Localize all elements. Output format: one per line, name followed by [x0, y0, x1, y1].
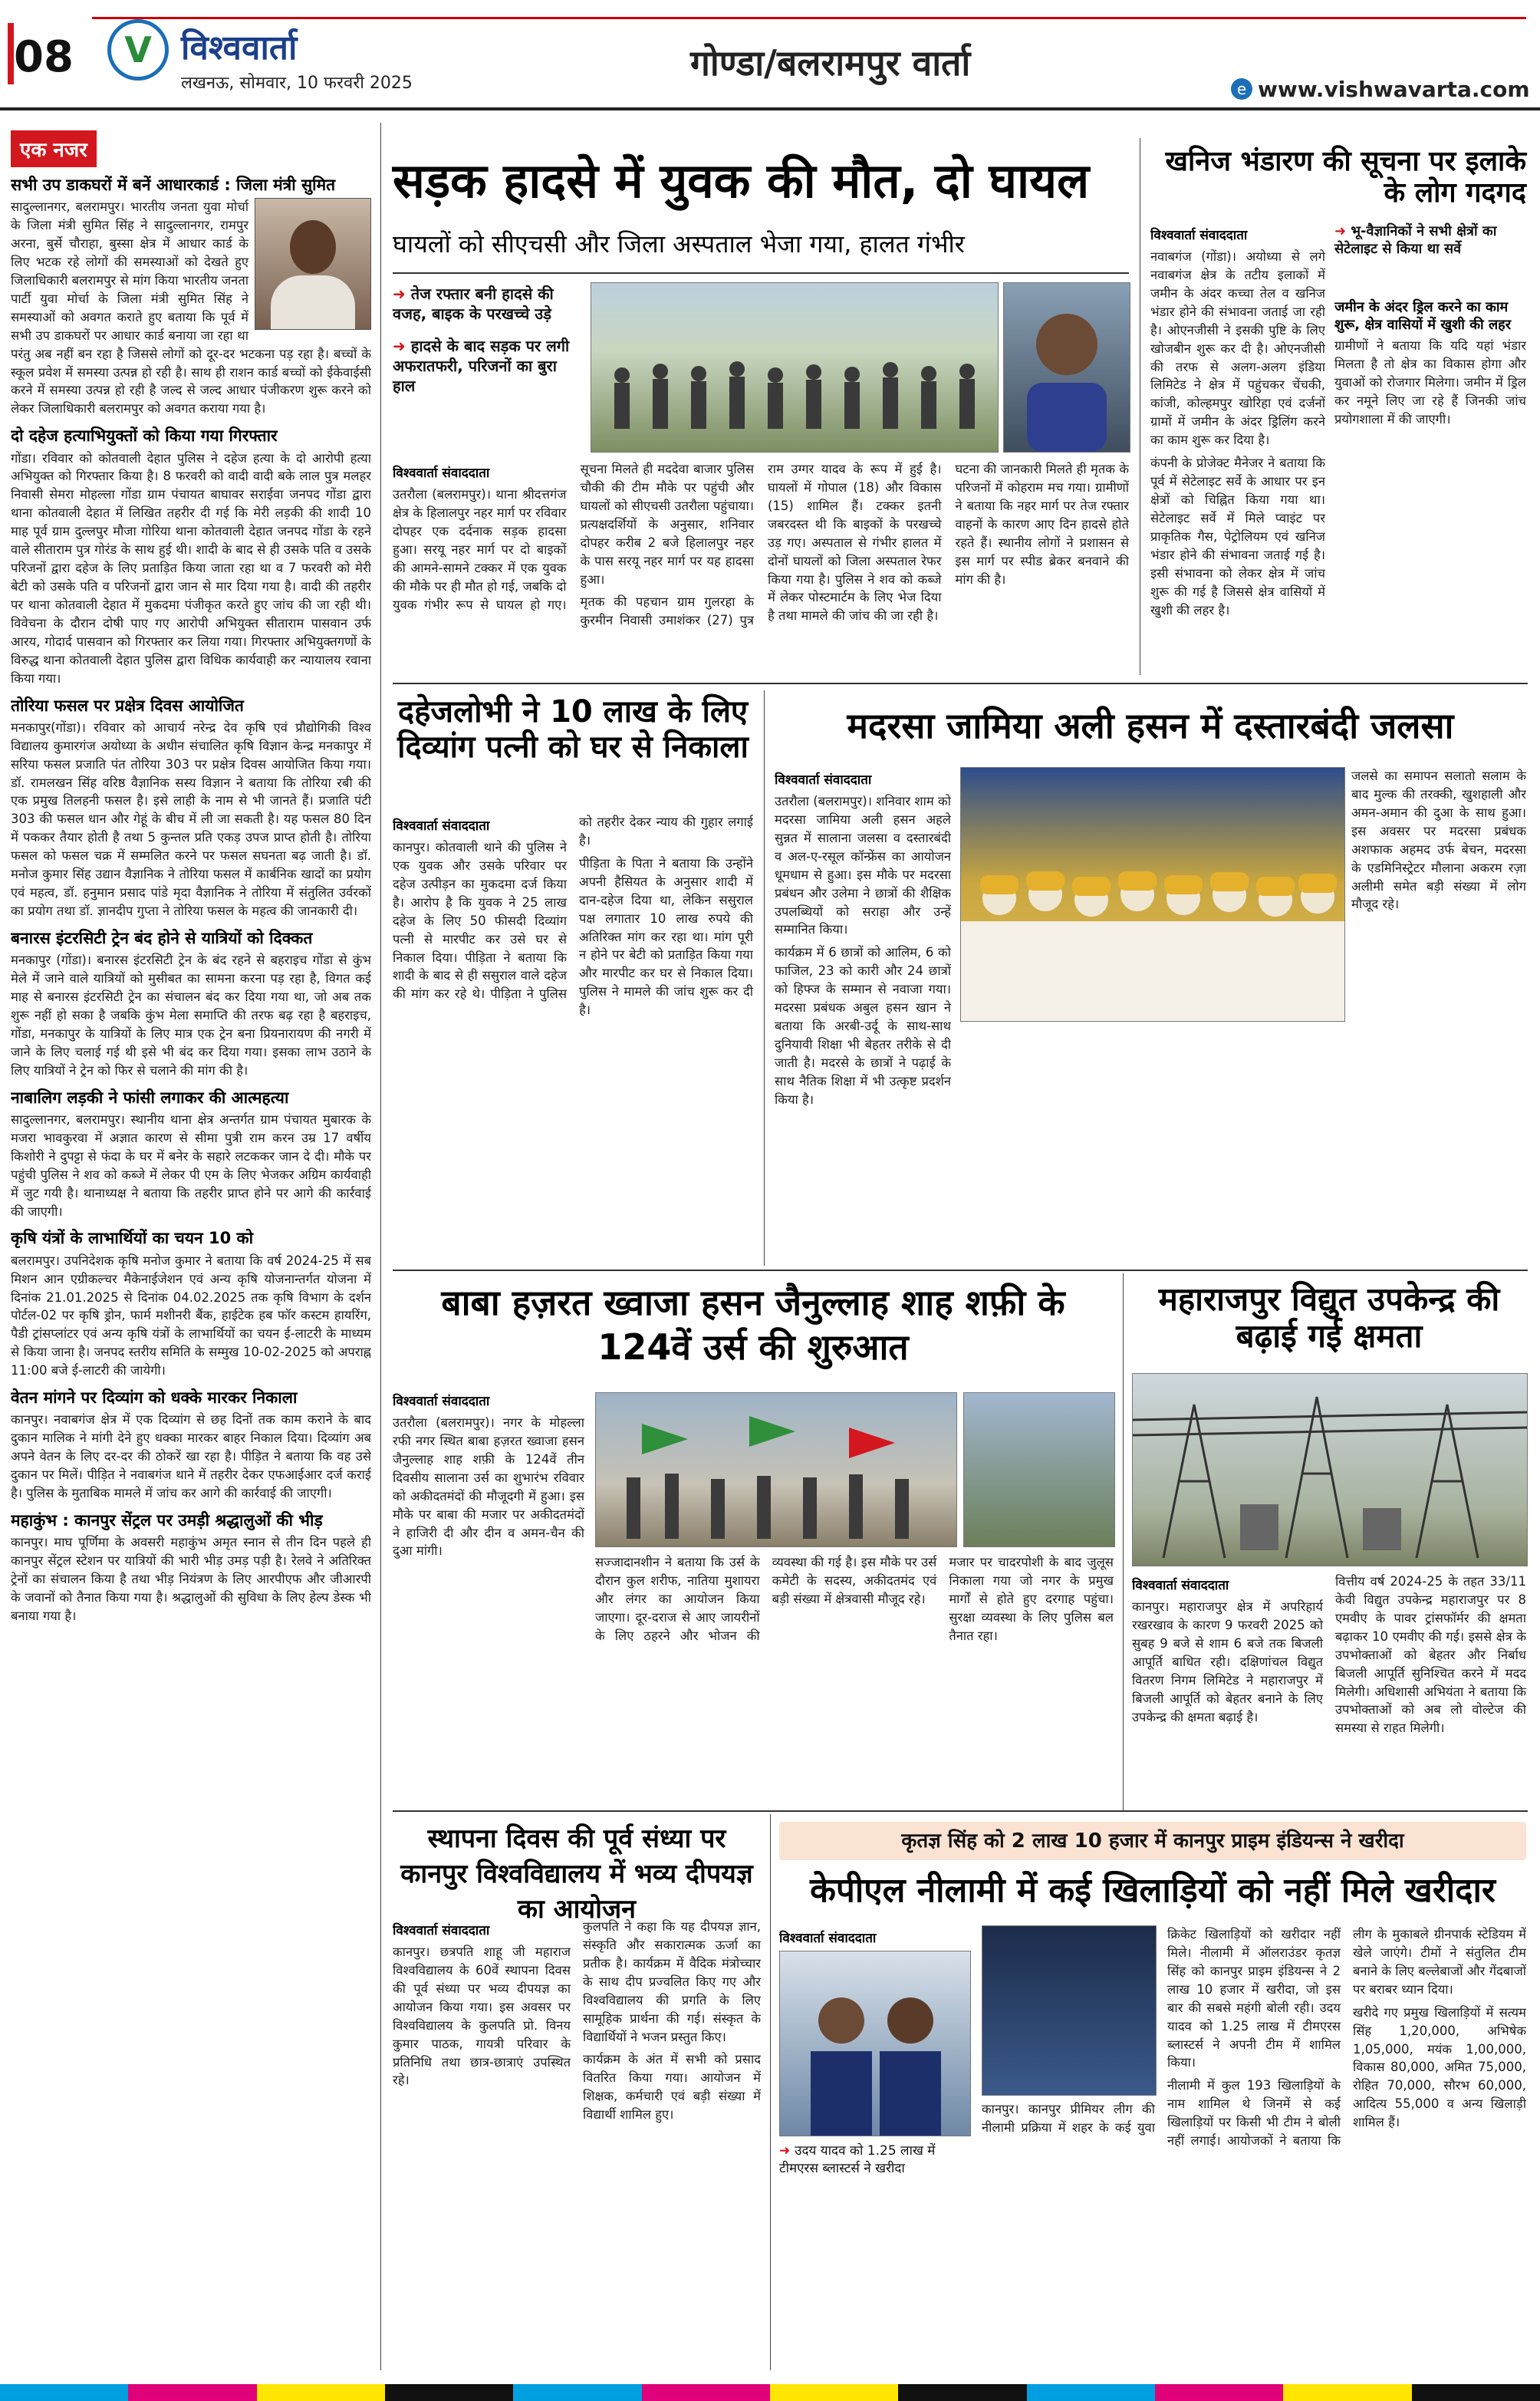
sidebar-item-body: बलरामपुर। उपनिदेशक कृषि मनोज कुमार ने बताया कि वर्ष 2024-25 में सब मिशन आन एग्रीकल्चर मैकेनाईजेशन एवं अन्य कृषि योजनान्तर्गत योजना में दिनांक 21.01.2025 से दिनांक 04.02.2025 तक कृषि विभाग के दर्शन पोर्टल-02 पर कृषि ड्रोन, फार्म मशीनरी बैंक, हाईटेक हब फॉर कस्टम हायरिंग, पैडी ट्रांसप्लांटर एवं अन्य कृषि यंत्रों के लाभार्थियों का चयन ई-लाटरी के माध्यम से किया जाना है। जनपद स्तरीय समिति के सम्मुख 10-02-2025 को अपराह्न 11:00 बजे ई-लाटरी की जायेगी।: [11, 1253, 371, 1378]
website-link[interactable]: www.vishwavarta.com: [1258, 77, 1530, 102]
mineral-byline: विश्ववार्ता संवाददाता: [1150, 228, 1248, 243]
ipl-kicker: कृतज्ञ सिंह को 2 लाख 10 हजार में कानपुर प्राइम इंडियन्स ने खरीदा: [901, 1830, 1404, 1853]
sidebar-item: [11, 928, 371, 1080]
madrasa-paragraph: कार्यक्रम में 6 छात्रों को आलिम, 6 को फाजिल, 23 को कारी और 24 छात्रों को हिफ्ज के सम्मान से नवाजा गया। मदरसा प्रबंधक अबुल हसन खान ने बताया कि अरबी-उर्दू के साथ-साथ दुनियावी शिक्षा भी बेहतर तरीके से दी जाती है। मदरसे के छात्रों ने पढ़ाई के साथ नैतिक शिक्षा में भी उत्कृष्ट प्रदर्शन किया है।: [775, 945, 951, 1107]
madrasa-byline: विश्ववार्ता संवाददाता: [775, 772, 872, 788]
lead-photo-victim: [1003, 282, 1130, 453]
column-divider: [764, 690, 765, 1266]
madrasa-paragraph: जलसे का समापन सलातो सलाम के बाद मुल्क की तरक्की, खुशहाली और अमन-अमान की दुआ के साथ हुआ। इस अवसर पर मदरसा प्रबंधक अशफाक अहमद उर्फ बेचन, मदरसा के एडमिनिस्ट्रेटर मौलाना अकरम रज़ा अलीमी समेत बड़ी संख्या में लोग मौजूद रहे।: [1351, 769, 1526, 912]
mineral-bullet-text: भू-वैज्ञानिकों ने सभी क्षेत्रों का सेटेलाइट से किया था सर्वे: [1334, 223, 1497, 258]
power-headline: महाराजपुर विद्युत उपकेन्द्र की बढ़ाई गई क्षमता: [1158, 1280, 1500, 1355]
lead-bullet-text: तेज रफ्तार बनी हादसे की वजह, बाइक के परखच्चे उड़े: [393, 285, 554, 323]
brand-name: विश्ववार्ता: [181, 28, 298, 68]
ipl-byline: विश्ववार्ता संवाददाता: [779, 1931, 877, 1946]
sidebar-item-title: दो दहेज हत्याभियुक्तों को किया गया गिरफ्तार: [11, 427, 278, 446]
lead-body: [393, 460, 1129, 675]
urs-headline: बाबा हज़रत ख्वाजा हसन जैनुल्लाह शाह शफ़ी के 124वें उर्स की शुरुआत: [441, 1282, 1065, 1368]
lead-subheadline: घायलों को सीएचसी और जिला अस्पताल भेजा गया, हालत गंभीर: [393, 229, 965, 259]
lead-paragraph: घटना की जानकारी मिलते ही मृतक के परिजनों में कोहराम मच गया। ग्रामीणों ने बताया कि नहर मार्ग पर तेज रफ्तार वाहनों के कारण आए दिन हादसे होते रहते हैं। स्थानीय लोगों ने प्रशासन से इस मार्ग पर स्पीड ब्रेकर बनवाने की मांग की है।: [955, 462, 1129, 587]
lead-rule: [393, 272, 1129, 274]
sidebar-item-title: नाबालिग लड़की ने फांसी लगाकर की आत्महत्या: [11, 1088, 289, 1107]
page-number-bar: [8, 23, 14, 84]
sidebar-item-body: कानपुर। नवाबगंज क्षेत्र में एक दिव्यांग से छह दिनों तक काम कराने के बाद दुकान मालिक ने मांगी देने हुए धक्का मारकर बाहर निकाल दिया। दिव्यांग अब अपने वेतन के लिए दर-दर की ठोकरें खा रहा है। पीड़ित ने बताया कि वह उसे दुकान पर मिलें। पीड़ित ने नवाबगंज थाने में तहरीर देकर एफआईआर दर्ज कराई है। पुलिस के मुताबिक मामले में जांच कर आगे की कार्रवाई की जाएगी।: [11, 1412, 371, 1501]
sidebar-item: [11, 1228, 371, 1380]
sidebar-item: [11, 426, 371, 687]
urs-photo: [595, 1392, 957, 1547]
diya-paragraph: कुलपति ने कहा कि यह दीपयज्ञ ज्ञान, संस्कृति और सकारात्मक ऊर्जा का प्रतीक है। कार्यक्रम में वैदिक मंत्रोच्चार के साथ दीप प्रज्वलित किए गए और विश्वविद्यालय की प्रगति के लिए सामूहिक प्रार्थना की गई। संस्कृत के विद्यार्थियों ने भजन प्रस्तुत किए।: [583, 1919, 761, 2044]
diya-paragraph: कार्यक्रम के अंत में सभी को प्रसाद वितरित किया गया। आयोजन में शिक्षक, कर्मचारी एवं बड़ी संख्या में विद्यार्थी शामिल हुए।: [583, 2052, 761, 2123]
masthead: [0, 0, 1540, 110]
ipl-photo-caption: [779, 2141, 971, 2176]
arrow-icon: ➜: [1334, 223, 1351, 239]
substation-illustration: [1133, 1374, 1527, 1566]
dateline: लखनऊ, सोमवार, 10 फरवरी 2025: [181, 74, 413, 93]
sidebar-item: [11, 175, 371, 418]
power-substation-photo: [1132, 1373, 1528, 1566]
diya-byline: विश्ववार्ता संवाददाता: [393, 1923, 490, 1938]
sidebar-item-title: सभी उप डाकघरों में बनें आधारकार्ड : जिला मंत्री सुमित: [11, 176, 336, 194]
mineral-body: [1150, 222, 1325, 675]
section-rule: [393, 1270, 1528, 1271]
sidebar-item-body: सादुल्लानगर, बलरामपुर। स्थानीय थाना क्षेत्र अन्तर्गत ग्राम पंचायत मुबारक के मजरा भावकुरवा में अज्ञात कारण से सीमा पुत्री राम करन उम्र 17 वर्षीय किशोरी ने दुपट्टा से फंदा के घर में बनेर के सहारे लटककर जान दे दी। मौके पर पहुंची पुलिस ने शव को कब्जे में लेकर पी एम के लिए भेजकर अग्रिम कार्यवाही में जुट गयी है। थानाध्यक्ष ने बताया कि तहरीर प्राप्त होने पर आगे की कार्रवाई की जाएगी।: [11, 1112, 371, 1219]
sidebar-item-title: महाकुंभ : कानपुर सेंट्रल पर उमड़ी श्रद्धालुओं की भीड़: [11, 1510, 323, 1530]
group-photo-illustration: [961, 768, 1344, 1021]
mineral-subhead: जमीन के अंदर ड्रिल करने का काम शुरू, क्षेत्र वासियों में खुशी की लहर: [1334, 299, 1512, 333]
dowry-body: [393, 813, 753, 1266]
diya-headline: स्थापना दिवस की पूर्व संध्या पर कानपुर विश्वविद्यालय में भव्य दीपयज्ञ का आयोजन: [400, 1823, 753, 1925]
power-byline: विश्ववार्ता संवाददाता: [1132, 1578, 1229, 1593]
ipl-paragraph: कानपुर। कानपुर प्रीमियर लीग की नीलामी प्रक्रिया में शहर के कई युवा क्रिकेट खिलाड़ियों को खरीदार नहीं मिले। नीलामी में ऑलराउंडर कृतज्ञ सिंह को कानपुर प्राइम इंडियन्स ने 2 लाख 10 हजार में खरीदा, जो इस बार की सबसे महंगी बोली रही। उदय यादव को 1.25 लाख में टीमएरस ब्लास्टर्स ने अपनी टीम में शामिल किया।: [982, 1927, 1341, 2135]
lead-bullet: [393, 284, 577, 324]
urs-paragraph: मजार पर चादरपोशी के बाद जुलूस निकाला गया जो नगर के प्रमुख मार्गों से होते हुए दरगाह पहुंचा। सुरक्षा व्यवस्था के लिए पुलिस बल तैनात रहा।: [949, 1555, 1114, 1643]
power-paragraph: कानपुर। महाराजपुर क्षेत्र में अपरिहार्य रखरखाव के कारण 9 फरवरी 2025 को सुबह 9 बजे से शाम 6 बजे तक बिजली आपूर्ति बाधित रही। दक्षिणांचल विद्युत वितरण निगम लिमिटेड ने महाराजपुर में बिजली आपूर्ति को बेहतर बनाने के लिए उपकेन्द्र की क्षमता बढ़ाई है।: [1132, 1599, 1323, 1724]
sidebar-briefs: [11, 130, 371, 2370]
urs-body-left: [393, 1388, 584, 1803]
top-rule: [92, 17, 1526, 19]
column-divider: [770, 1814, 771, 2370]
ipl-caption-text: उदय यादव को 1.25 लाख में टीमएरस ब्लास्टर्स ने खरीदा: [779, 2143, 936, 2176]
column-divider: [1123, 1273, 1124, 1810]
column-divider: [380, 123, 381, 2370]
section-rule: [393, 683, 1528, 684]
power-body: [1132, 1573, 1526, 1803]
ipl-auction-photo: [982, 1925, 1157, 2096]
urs-body-right: [595, 1553, 1114, 1807]
ipl-photo: [779, 1951, 971, 2136]
madrasa-paragraph: उतरौला (बलरामपुर)। शनिवार शाम को मदरसा जामिया अली हसन अहले सुन्नत में सालाना जलसा व दस्तारबंदी व अल-ए-रसूल कॉन्फ्रेंस का आयोजन धूमधाम से हुआ। इस मौके पर मदरसा प्रबंधन और उलेमा ने छात्रों की शैक्षिक उपलब्धियों को सराहा और उन्हें सम्मानित किया।: [775, 794, 951, 937]
sidebar-item-body: मनकापुर (गोंडा)। बनारस इंटरसिटी ट्रेन के बंद रहने से बहराइच गोंडा से कुंभ मेले में जाने वाले यात्रियों को मुसीबत का सामना करना पड़ रहा है, विगत कई माह से बनारस इंटरसिटी ट्रेन का संचालन बंद कर दिया गया था, जो अब तक शुरू नहीं हो सका है जबकि कुंभ मेला समाप्ति की तरफ बढ़ रहा है बहराइच, गोंडा, मनकापुर के यात्रियों के लिए मात्र एक ट्रेन बना प्रियनारायण की नगरी में जाने के लिए चलाई गई थी इसे भी बंद कर दिया गया। इसका लाभ उठाने के लिए यात्रियों ने ट्रेन को फिर से चलाने की मांग की है।: [11, 953, 371, 1078]
madrasa-photo: [960, 767, 1345, 1022]
urs-byline: विश्ववार्ता संवाददाता: [393, 1394, 490, 1409]
ipl-body-left: [779, 1925, 971, 2370]
mineral-paragraph: नवाबगंज (गोंडा)। अयोध्या से लगे नवाबगंज क्षेत्र के तटीय इलाकों में जमीन के अंदर कच्चा तेल व खनिज भंडार होने की संभावना जताई जा रही है। ओएनजीसी ने इसकी पुष्टि के लिए खोजबीन शुरू कर दी है। ओएनजीसी की तरफ से अलग-अलग इंडिया लिमिटेड ने क्षेत्र में पहुंचकर चेंचकी, कांजी, कोल्हमपुर खोरिहा एवं दर्जनों ग्रामों में जमीन के अंदर ड्रिलिंग करने का काम शुरू कर दिया है।: [1150, 249, 1325, 448]
urs-paragraph: उतरौला (बलरामपुर)। नगर के मोहल्ला रफी नगर स्थित बाबा हज़रत ख्वाजा हसन जैनुल्लाह शाह शफ़ी के 124वें तीन दिवसीय सालाना उर्स का शुभारंभ रविवार को अकीदतमंदों की मौजूदगी में हुआ। इस मौके पर बाबा की मजार पर अकीदतमंदों ने हाजिरी दी और दीन व अमन-चैन की दुआ मांगी।: [393, 1415, 584, 1559]
brand-logo: V: [107, 19, 169, 81]
mineral-headline: खनिज भंडारण की सूचना पर इलाके के लोग गदगद: [1165, 146, 1526, 209]
arrow-icon: ➜: [393, 337, 411, 355]
diya-body: [393, 1918, 761, 2370]
lead-bullets: [393, 284, 577, 396]
diya-paragraph: कानपुर। छत्रपति शाहू जी महाराज विश्वविद्यालय के 60वें स्थापना दिवस की पूर्व संध्या पर भव्य दीपयज्ञ का आयोजन किया गया। इस अवसर पर विश्वविद्यालय के कुलपति प्रो. विनय कुमार पाठक, गायत्री परिवार के प्रतिनिधि तथा छात्र-छात्राएं उपस्थित रहे।: [393, 1945, 571, 2088]
sidebar-item-body: कानपुर। माघ पूर्णिमा के अवसरी महाकुंभ अमृत स्नान से तीन दिन पहले ही कानपुर सेंट्रल स्टेशन पर यात्रियों की भारी भीड़ उमड़ पड़ी है। रेलवे ने अतिरिक्त ट्रेनों का संचालन किया है तथा भीड़ नियंत्रण के लिए आरपीएफ और जीआरपी के जवानों को तैनात किया गया है। श्रद्धालुओं की सुविधा के लिए हेल्प डेस्क भी बनाया गया है।: [11, 1535, 371, 1623]
madrasa-headline: मदरसा जामिया अली हसन में दस्तारबंदी जलसा: [847, 705, 1454, 746]
person-photo: [255, 198, 371, 330]
sidebar-item: [11, 1510, 371, 1625]
power-paragraph: वित्तीय वर्ष 2024-25 के तहत 33/11 केवी विद्युत उपकेन्द्र महाराजपुर पर 8 एमवीए के पावर ट्रांसफॉर्मर की क्षमता बढ़ाकर 10 एमवीए की गई। इससे क्षेत्र के उपभोक्ताओं को बेहतर और निर्बाध बिजली आपूर्ति सुनिश्चित करने में मदद मिलेगी। अधिशासी अभियंता ने बताया कि उपभोक्ताओं को अब लो वोल्टेज की समस्या से राहत मिलेगी।: [1335, 1574, 1526, 1736]
sidebar-item: [11, 1088, 371, 1221]
dowry-paragraph: पीड़िता के पिता ने बताया कि उन्होंने अपनी हैसियत के अनुसार शादी में दान-दहेज दिया था, लेकिन ससुराल पक्ष लगातार 10 लाख रुपये की अतिरिक्त मांग कर रहा था। मांग पूरी न होने पर बेटी को प्रताड़ित किया गया और मारपीट कर घर से निकाल दिया। पुलिस ने मामले की जांच शुरू कर दी है।: [579, 855, 753, 1018]
sidebar-item-title: बनारस इंटरसिटी ट्रेन बंद होने से यात्रियों को दिक्कत: [11, 928, 313, 947]
dowry-headline: दहेजलोभी ने 10 लाख के लिए दिव्यांग पत्नी को घर से निकाला: [397, 694, 749, 765]
sidebar-heading: एक नजर: [11, 130, 97, 167]
arrow-icon: ➜: [393, 285, 411, 303]
lead-bullet: [393, 336, 577, 396]
urs-paragraph: सज्जादानशीन ने बताया कि उर्स के दौरान कुल शरीफ, नातिया मुशायरा और लंगर का आयोजन किया जाएगा। दूर-दराज से आए जायरीनों के लिए ठहरने और भोजन की व्यवस्था की गई है। इस मौके पर उर्स कमेटी के सदस्य, अकीदतमंद एवं बड़ी संख्या में क्षेत्रवासी मौजूद रहे।: [595, 1555, 937, 1643]
sidebar-item: [11, 696, 371, 921]
globe-icon: e: [1231, 78, 1252, 100]
ipl-kicker-band: [779, 1822, 1526, 1860]
sidebar-item-body: गोंडा। रविवार को कोतवाली देहात पुलिस ने दहेज हत्या के दो आरोपी हत्या अभियुक्त को गिरफ्तार किया है। 8 फरवरी को वादी वादी बके लाल पुत्र मलहर निवासी सेमरा मोहल्ला गोंडा ग्राम पंचायत बाघावर सराईवा जनपद गोंडा द्वारा थाना कोतवाली देहात में लिखित तहरीर दी गई कि मेरी लड़की की शादी 10 माह पूर्व ग्राम दुल्लपुर मौजा गोरिया थाना कोतवाली देहात जनपद गोंडा के रहने वाले सीताराम पुत्र गोरंड के साथ हुई थी। शादी के बाद से ही उसके पति व उसके परिजनों द्वारा दहेज के लिए प्रताड़ित किया जाता रहा था व 7 फरवरी को मेरी बेटी को उसके पति व परिजनों द्वारा जान से मार दिया गया है। वादी की तहरीर पर थाना कोतवाली देहात में मुकदमा पंजीकृत करते हुए जांच की जा रही थी। विवेचना के दौरान दोषी पाए गए आरोपी अभियुक्त सीताराम पासवान उर्फ आरय, गोदार्द पासवान को गिरफ्तार कर लिया गया। गिरफ्तार अभियुक्तगणों के विरुद्ध थाना कोतवाली देहात पुलिस द्वारा विधिक कार्यवाही कर न्यायालय रवाना किया गया।: [11, 450, 371, 686]
lead-photo-crowd: [591, 282, 999, 453]
lead-byline: विश्ववार्ता संवाददाता: [393, 466, 490, 481]
section-title: गोण्डा/बलरामपुर वार्ता: [690, 42, 971, 84]
arrow-icon: ➜: [779, 2143, 795, 2159]
printer-color-bar: [0, 2384, 1540, 2401]
section-rule: [393, 1810, 1528, 1812]
ipl-body: [982, 1925, 1526, 2370]
ipl-headline: केपीएल नीलामी में कई खिलाड़ियों को नहीं मिले खरीदार: [810, 1871, 1496, 1910]
sidebar-item: [11, 1388, 371, 1503]
lead-paragraph: मृतक की पहचान ग्राम गुलरहा के कुरमीन निवासी उमाशंकर (27) पुत्र राम उग्गर यादव के रूप में हुई है। घायलों में गोपाल (18) और विकास (15) शामिल हैं। टक्कर इतनी जबरदस्त थी कि बाइकों के परखच्चे उड़ गए। अस्पताल से गंभीर हालत में दोनों घायलों को जिला अस्पताल रेफर किया गया है। पुलिस ने शव को कब्जे में लेकर पोस्टमार्टम के लिए भेज दिया है तथा मामले की जांच की जा रही है।: [580, 462, 942, 628]
sidebar-item-title: कृषि यंत्रों के लाभार्थियों का चयन 10 को: [11, 1229, 254, 1248]
lead-headline: सड़क हादसे में युवक की मौत, दो घायल: [393, 153, 1090, 209]
dowry-paragraph: कानपुर। कोतवाली थाने की पुलिस ने एक युवक और उसके परिवार पर दहेज उत्पीड़न का मुकदमा दर्ज किया है। आरोप है कि युवक ने 25 लाख दहेज के लिए 50 फीसदी दिव्यांग पत्नी से मारपीट कर उसे घर से निकाल दिया। पीड़िता ने बताया कि शादी के बाद से ही ससुराल वाले दहेज की मांग कर रहे थे। पीड़िता ने पुलिस को तहरीर देकर न्याय की गुहार लगाई है।: [393, 815, 753, 1002]
mineral-paragraph: कंपनी के प्रोजेक्ट मैनेजर ने बताया कि पूर्व में सेटेलाइट सर्वे के आधार पर इन क्षेत्रों को चिह्नित किया गया था। सेटेलाइट सर्वे में मिले प्वाइंट पर प्राकृतिक गैस, पेट्रोलियम एवं खनिज भंडार होने की संभावना जताई गई है। इसी संभावना को लेकर क्षेत्र में जांच शुरू की गई है जिससे क्षेत्र वासियों में खुशी की लहर है।: [1150, 456, 1325, 618]
procession-illustration: [596, 1393, 956, 1546]
urs-photo-2: [963, 1392, 1115, 1547]
madrasa-body-left: [775, 767, 951, 1266]
sidebar-item-body: सादुल्लानगर, बलरामपुर। भारतीय जनता युवा मोर्चा के जिला मंत्री सुमित सिंह ने सादुल्लानगर, रामपुर अरना, बुर्से चौराहा, बुस्सा क्षेत्र में आधार कार्ड के लिए भटक रहे लोगों की समस्याओं को देखते हुए जिलाधिकारी बलरामपुर से मांग किया भारतीय जनता पार्टी युवा मोर्चा के जिला मंत्री सुमित सिंह ने समस्याओं को अवगत कराते हुए बताया कि पूर्व में सभी उप डाकघरों पर आधार कार्ड बनाया जा रहा था परंतु अब नहीं बन रहा है जिससे लोगों को दूर-दर भटकना पड़ रहा है। बच्चों के स्कूल प्रवेश में समस्या उत्पन्न हो रही है। साथ ही राशन कार्ड बच्चों को ईकेवाईसी करने में समस्या उत्पन्न हो रही है जल्द से जल्द आधार पंजीकरण शुरू करने को लेकर जिलाधिकारी बलरामपुर को अवगत कराया गया है।: [11, 199, 371, 417]
dowry-byline: विश्ववार्ता संवाददाता: [393, 818, 490, 834]
lead-paragraph: उतरौला (बलरामपुर)। थाना श्रीदत्तगंज क्षेत्र के हिलालपुर नहर मार्ग पर रविवार दोपहर एक दर्दनाक सड़क हादसा हुआ। सरयू नहर मार्ग पर दो बाइकों की आमने-सामने टक्कर में एक युवक की मौके पर ही मौत हो गई, जबकि दो युवक गंभीर रूप से घायल हो गए। सूचना मिलते ही मददेवा बाजार पुलिस चौकी की टीम मौके पर पहुंची और घायलों को सीएचसी उतरौला पहुंचाया। प्रत्यक्षदर्शियों के अनुसार, शनिवार दोपहर करीब 2 बजे हिलालपुर नहर के पास सरयू नहर मार्ग पर यह हादसा हुआ।: [393, 462, 754, 612]
page-number: 08: [14, 32, 74, 82]
sidebar-item-title: तोरिया फसल पर प्रक्षेत्र दिवस आयोजित: [11, 696, 244, 715]
ipl-paragraph: नीलामी में कुल 193 खिलाड़ियों के नाम शामिल थे जिनमें से कई खिलाड़ियों पर किसी भी टीम ने बोली नहीं लगाई। आयोजकों ने बताया कि लीग के मुकाबले ग्रीनपार्क स्टेडियम में खेले जाएंगे। टीमों ने संतुलित टीम बनाने के लिए बल्लेबाजों और गेंदबाजों पर बराबर ध्यान दिया।: [1167, 1927, 1526, 2149]
sidebar-item-title: वेतन मांगने पर दिव्यांग को धक्के मारकर निकाला: [11, 1388, 298, 1408]
sidebar-item-body: मनकापुर(गोंडा)। रविवार को आचार्य नरेन्द्र देव कृषि एवं प्रौद्योगिकी विश्व विद्यालय कुमारगंज अयोध्या के अधीन संचालित कृषि विज्ञान केन्द्र मनकापुर में सरिया फसल प्रजाति पंत तोरिया 303 पर प्रक्षेत्र दिवस आयोजित किया गया। डॉ. रामलखन सिंह वरिष्ठ वैज्ञानिक सस्य विज्ञान ने बताया कि तोरिया रबी की एक प्रमुख तिलहनी फसल है। इसे लाही के नाम से भी जानते हैं। प्रजाति पंटी 303 की फसल धान और गेहूं के बीच में ली जा सकती है। यह फसल 80 दिन में पककर तैयार होती है तथा 5 कुन्तल प्रति एकड़ उपज प्राप्त होती है। तोरिया फसल को फसल चक्र में सम्मलित करने पर फसल सघनता बढ़ जाती है। डॉ. मनोज कुमार सिंह उद्यान वैज्ञानिक ने तोरिया फसल में कार्बनिक खादों का प्रयोग एवं महत्व, डॉ. हनुमान प्रसाद पांडे मृदा वैज्ञानिक ने तोरिया में संतुलित उर्वरकों का प्रयोग तथा डॉ. ज्ञानदीप गुप्ता ने तोरिया फसल के महत्व की जानकारी दी।: [11, 720, 371, 919]
crowd-illustration: [591, 283, 998, 452]
mineral-body-right: [1334, 291, 1526, 675]
mineral-paragraph: ग्रामीणों ने बताया कि यदि यहां भंडार मिलता है तो क्षेत्र का विकास होगा और युवाओं को रोजगार मिलेगा। जमीन में ड्रिल कर नमूने लिए जा रहे हैं जिनकी जांच प्रयोगशाला में की जाएगी।: [1334, 338, 1526, 427]
madrasa-body-right: [1351, 767, 1526, 1266]
lead-bullet-text: हादसे के बाद सड़क पर लगी अफरातफरी, परिजनों का बुरा हाल: [393, 337, 570, 395]
mineral-bullet: [1334, 222, 1526, 259]
ipl-paragraph: खरीदे गए प्रमुख खिलाड़ियों में सत्यम सिंह 1,20,000, अभिषेक 1,05,000, मयंक 1,00,000, विकास 80,000, अमित 75,000, रोहित 70,000, सौरभ 60,000, आदित्य 55,000 व अन्य खिलाड़ी शामिल हैं।: [1353, 2004, 1526, 2130]
